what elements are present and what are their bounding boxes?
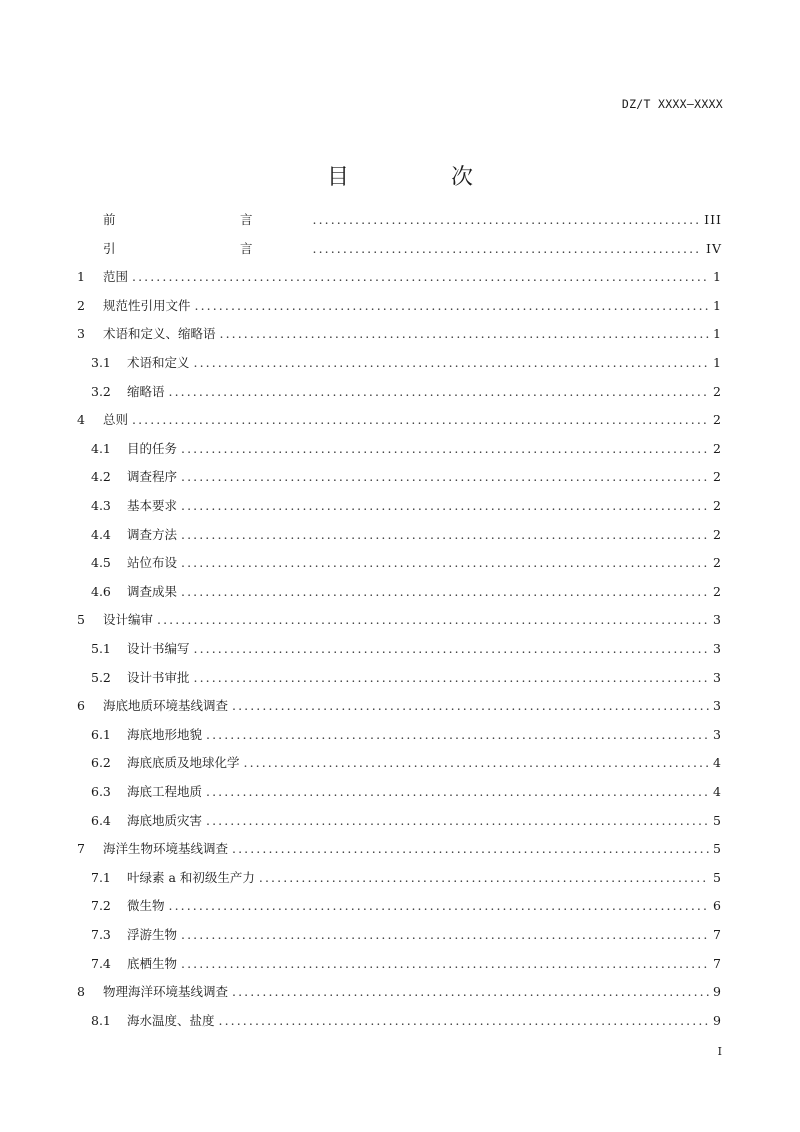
toc-entry-label: 海洋生物环境基线调查 (103, 841, 229, 857)
toc-entry[interactable] (77, 296, 722, 316)
toc-entry-number: 8.1 (91, 1012, 111, 1028)
toc-entry[interactable] (77, 210, 722, 230)
toc-dot-leader (132, 269, 709, 284)
toc-entry-label: 浮游生物 (127, 927, 178, 942)
toc-dot-leader (181, 498, 709, 513)
toc-entry-label: 海底地质环境基线调查 (103, 698, 229, 714)
toc-entry-page: 1 (713, 355, 722, 370)
toc-entry-page: 3 (713, 726, 722, 742)
toc-entry-label: 物理海洋环境基线调查 (103, 984, 229, 1000)
toc-entry[interactable] (77, 696, 722, 716)
toc-entry-label: 调查方法 (127, 526, 178, 542)
toc-entry-label: 术语和定义、缩略语 (103, 326, 216, 342)
toc-entry-label: 缩略语 (127, 383, 165, 399)
toc-dot-leader (181, 441, 709, 456)
toc-entry-number: 4.3 (91, 498, 111, 513)
toc-entry-number: 3.1 (91, 355, 111, 370)
toc-entry-number: 7.3 (91, 927, 111, 942)
toc-dot-leader (181, 927, 709, 942)
page-title: 目 次 (326, 165, 513, 190)
toc-entry-number: 6.2 (91, 755, 111, 771)
toc-entry[interactable] (77, 553, 722, 573)
toc-entry-label: 基本要求 (127, 498, 178, 513)
toc-dot-leader (181, 469, 709, 484)
toc-entry-page: 2 (713, 583, 722, 599)
toc-dot-leader (206, 727, 709, 742)
toc-entry-page: 1 (713, 269, 722, 285)
toc-entry[interactable] (77, 439, 722, 459)
toc-entry[interactable] (77, 467, 722, 487)
toc-entry[interactable] (77, 496, 722, 516)
toc-entry-page: 1 (713, 326, 722, 342)
toc-dot-leader (206, 813, 709, 828)
toc-entry-number: 3 (77, 326, 85, 342)
toc-dot-leader (232, 984, 709, 999)
toc-dot-leader (194, 355, 710, 370)
toc-entry-number: 4.2 (91, 469, 111, 485)
toc-dot-leader (132, 412, 709, 427)
toc-entry-label: 调查程序 (127, 469, 178, 485)
toc-entry-label: 调查成果 (127, 583, 178, 599)
toc-entry[interactable] (77, 324, 722, 344)
toc-dot-leader (169, 898, 710, 913)
toc-entry-page: 3 (713, 612, 722, 628)
toc-entry-number: 2 (77, 297, 85, 313)
toc-entry-page: 4 (713, 755, 722, 771)
toc-entry-page: 2 (713, 412, 722, 428)
toc-entry-page: 9 (713, 984, 722, 1000)
toc-entry[interactable] (77, 954, 722, 974)
toc-entry-page: 2 (713, 498, 722, 513)
toc-entry-page: 2 (713, 440, 722, 456)
toc-entry[interactable] (77, 582, 722, 602)
toc-entry[interactable] (77, 1011, 722, 1031)
toc-entry[interactable] (77, 925, 722, 945)
toc-entry-page: IV (706, 240, 722, 256)
toc-entry-number: 6.1 (91, 726, 111, 742)
toc-entry-label: 设计编审 (103, 612, 154, 628)
toc-entry[interactable] (77, 725, 722, 745)
toc-entry-number: 4 (77, 412, 85, 428)
toc-entry-page: 5 (713, 841, 722, 857)
toc-entry-label: 海底底质及地球化学 (127, 755, 240, 771)
toc-entry-page: 6 (713, 898, 722, 914)
toc-dot-leader (195, 298, 710, 313)
toc-entry-number: 3.2 (91, 383, 111, 399)
toc-dot-leader (181, 527, 709, 542)
toc-entry[interactable] (77, 267, 722, 287)
toc-dot-leader (194, 641, 710, 656)
toc-entry-label: 范围 (103, 269, 129, 285)
toc-entry-page: 4 (713, 784, 722, 799)
toc-entry-number: 5 (77, 612, 85, 628)
toc-entry-label: 引 言 (103, 240, 309, 256)
toc-entry-number: 6.3 (91, 784, 111, 799)
document-code: DZ/T XXXX—XXXX (621, 97, 723, 111)
toc-dot-leader (194, 670, 710, 685)
toc-entry-label: 规范性引用文件 (103, 297, 191, 313)
toc-entry-label: 术语和定义 (127, 355, 190, 370)
toc-dot-leader (219, 1013, 710, 1028)
toc-entry-page: 2 (713, 469, 722, 485)
toc-dot-leader (232, 698, 709, 713)
toc-entry-label: 底栖生物 (127, 955, 178, 971)
toc-dot-leader (181, 555, 709, 570)
toc-entry-label: 设计书审批 (127, 669, 190, 685)
toc-entry-label: 站位布设 (127, 555, 178, 571)
toc-entry-page: 5 (713, 869, 722, 885)
toc-entry-number: 4.6 (91, 583, 111, 599)
toc-entry[interactable] (77, 868, 722, 888)
toc-entry[interactable] (77, 668, 722, 688)
toc-entry-number: 6.4 (91, 812, 111, 828)
toc-entry-page: 1 (713, 297, 722, 313)
toc-entry-number: 5.1 (91, 641, 111, 656)
toc-entry-label: 叶绿素 a 和初级生产力 (127, 869, 255, 885)
toc-entry-number: 4.5 (91, 555, 111, 571)
page-number: I (717, 1045, 722, 1058)
toc-entry-label: 设计书编写 (127, 641, 190, 656)
toc-dot-leader (232, 841, 709, 856)
toc-entry[interactable] (77, 982, 722, 1002)
toc-entry-number: 7.4 (91, 955, 111, 971)
toc-dot-leader (259, 870, 709, 885)
toc-entry-page: 7 (713, 927, 722, 942)
toc-entry[interactable] (77, 753, 722, 773)
toc-entry-page: III (704, 212, 722, 227)
toc-entry[interactable] (77, 239, 722, 259)
toc-entry-number: 4.4 (91, 526, 111, 542)
toc-entry-label: 总则 (103, 412, 129, 428)
toc-entry-label: 目的任务 (127, 440, 178, 456)
toc-entry[interactable] (77, 382, 722, 402)
toc-entry-number: 1 (77, 269, 85, 285)
toc-entry[interactable] (77, 782, 722, 802)
toc-entry-page: 3 (713, 669, 722, 685)
toc-entry-page: 2 (713, 383, 722, 399)
toc-dot-leader (181, 584, 709, 599)
toc-entry-number: 4.1 (91, 440, 111, 456)
toc-entry-page: 3 (713, 698, 722, 714)
toc-entry-label: 海水温度、盐度 (127, 1012, 215, 1028)
toc-entry[interactable] (77, 896, 722, 916)
toc-entry-label: 微生物 (127, 898, 165, 914)
toc-entry[interactable] (77, 410, 722, 430)
toc-entry-number: 6 (77, 698, 85, 714)
toc-dot-leader (206, 784, 709, 799)
toc-entry-label: 海底工程地质 (127, 784, 203, 799)
toc-entry-number: 7.2 (91, 898, 111, 914)
toc-entry-page: 7 (713, 955, 722, 971)
toc-entry-page: 2 (713, 555, 722, 571)
toc-entry[interactable] (77, 811, 722, 831)
toc-entry-number: 5.2 (91, 669, 111, 685)
toc-entry-page: 2 (713, 526, 722, 542)
toc-dot-leader (157, 612, 709, 627)
toc-entry-page: 3 (713, 641, 722, 656)
toc-dot-leader (244, 755, 710, 770)
toc-entry-page: 9 (713, 1012, 722, 1028)
toc-entry[interactable] (77, 839, 722, 859)
toc-entry[interactable] (77, 610, 722, 630)
toc-entry[interactable] (77, 525, 722, 545)
toc-dot-leader (169, 384, 710, 399)
toc-entry-page: 5 (713, 812, 722, 828)
toc-entry-label: 海底地质灾害 (127, 812, 203, 828)
toc-entry-number: 8 (77, 984, 85, 1000)
toc-entry-label: 前 言 (103, 212, 309, 227)
toc-entry-label: 海底地形地貌 (127, 726, 203, 742)
toc-dot-leader (313, 241, 703, 256)
toc-dot-leader (313, 212, 701, 227)
toc-entry[interactable] (77, 639, 722, 659)
toc-entry-number: 7.1 (91, 869, 111, 885)
toc-dot-leader (181, 956, 709, 971)
toc-entry-number: 7 (77, 841, 85, 857)
toc-dot-leader (220, 326, 710, 341)
toc-entry[interactable] (77, 353, 722, 373)
